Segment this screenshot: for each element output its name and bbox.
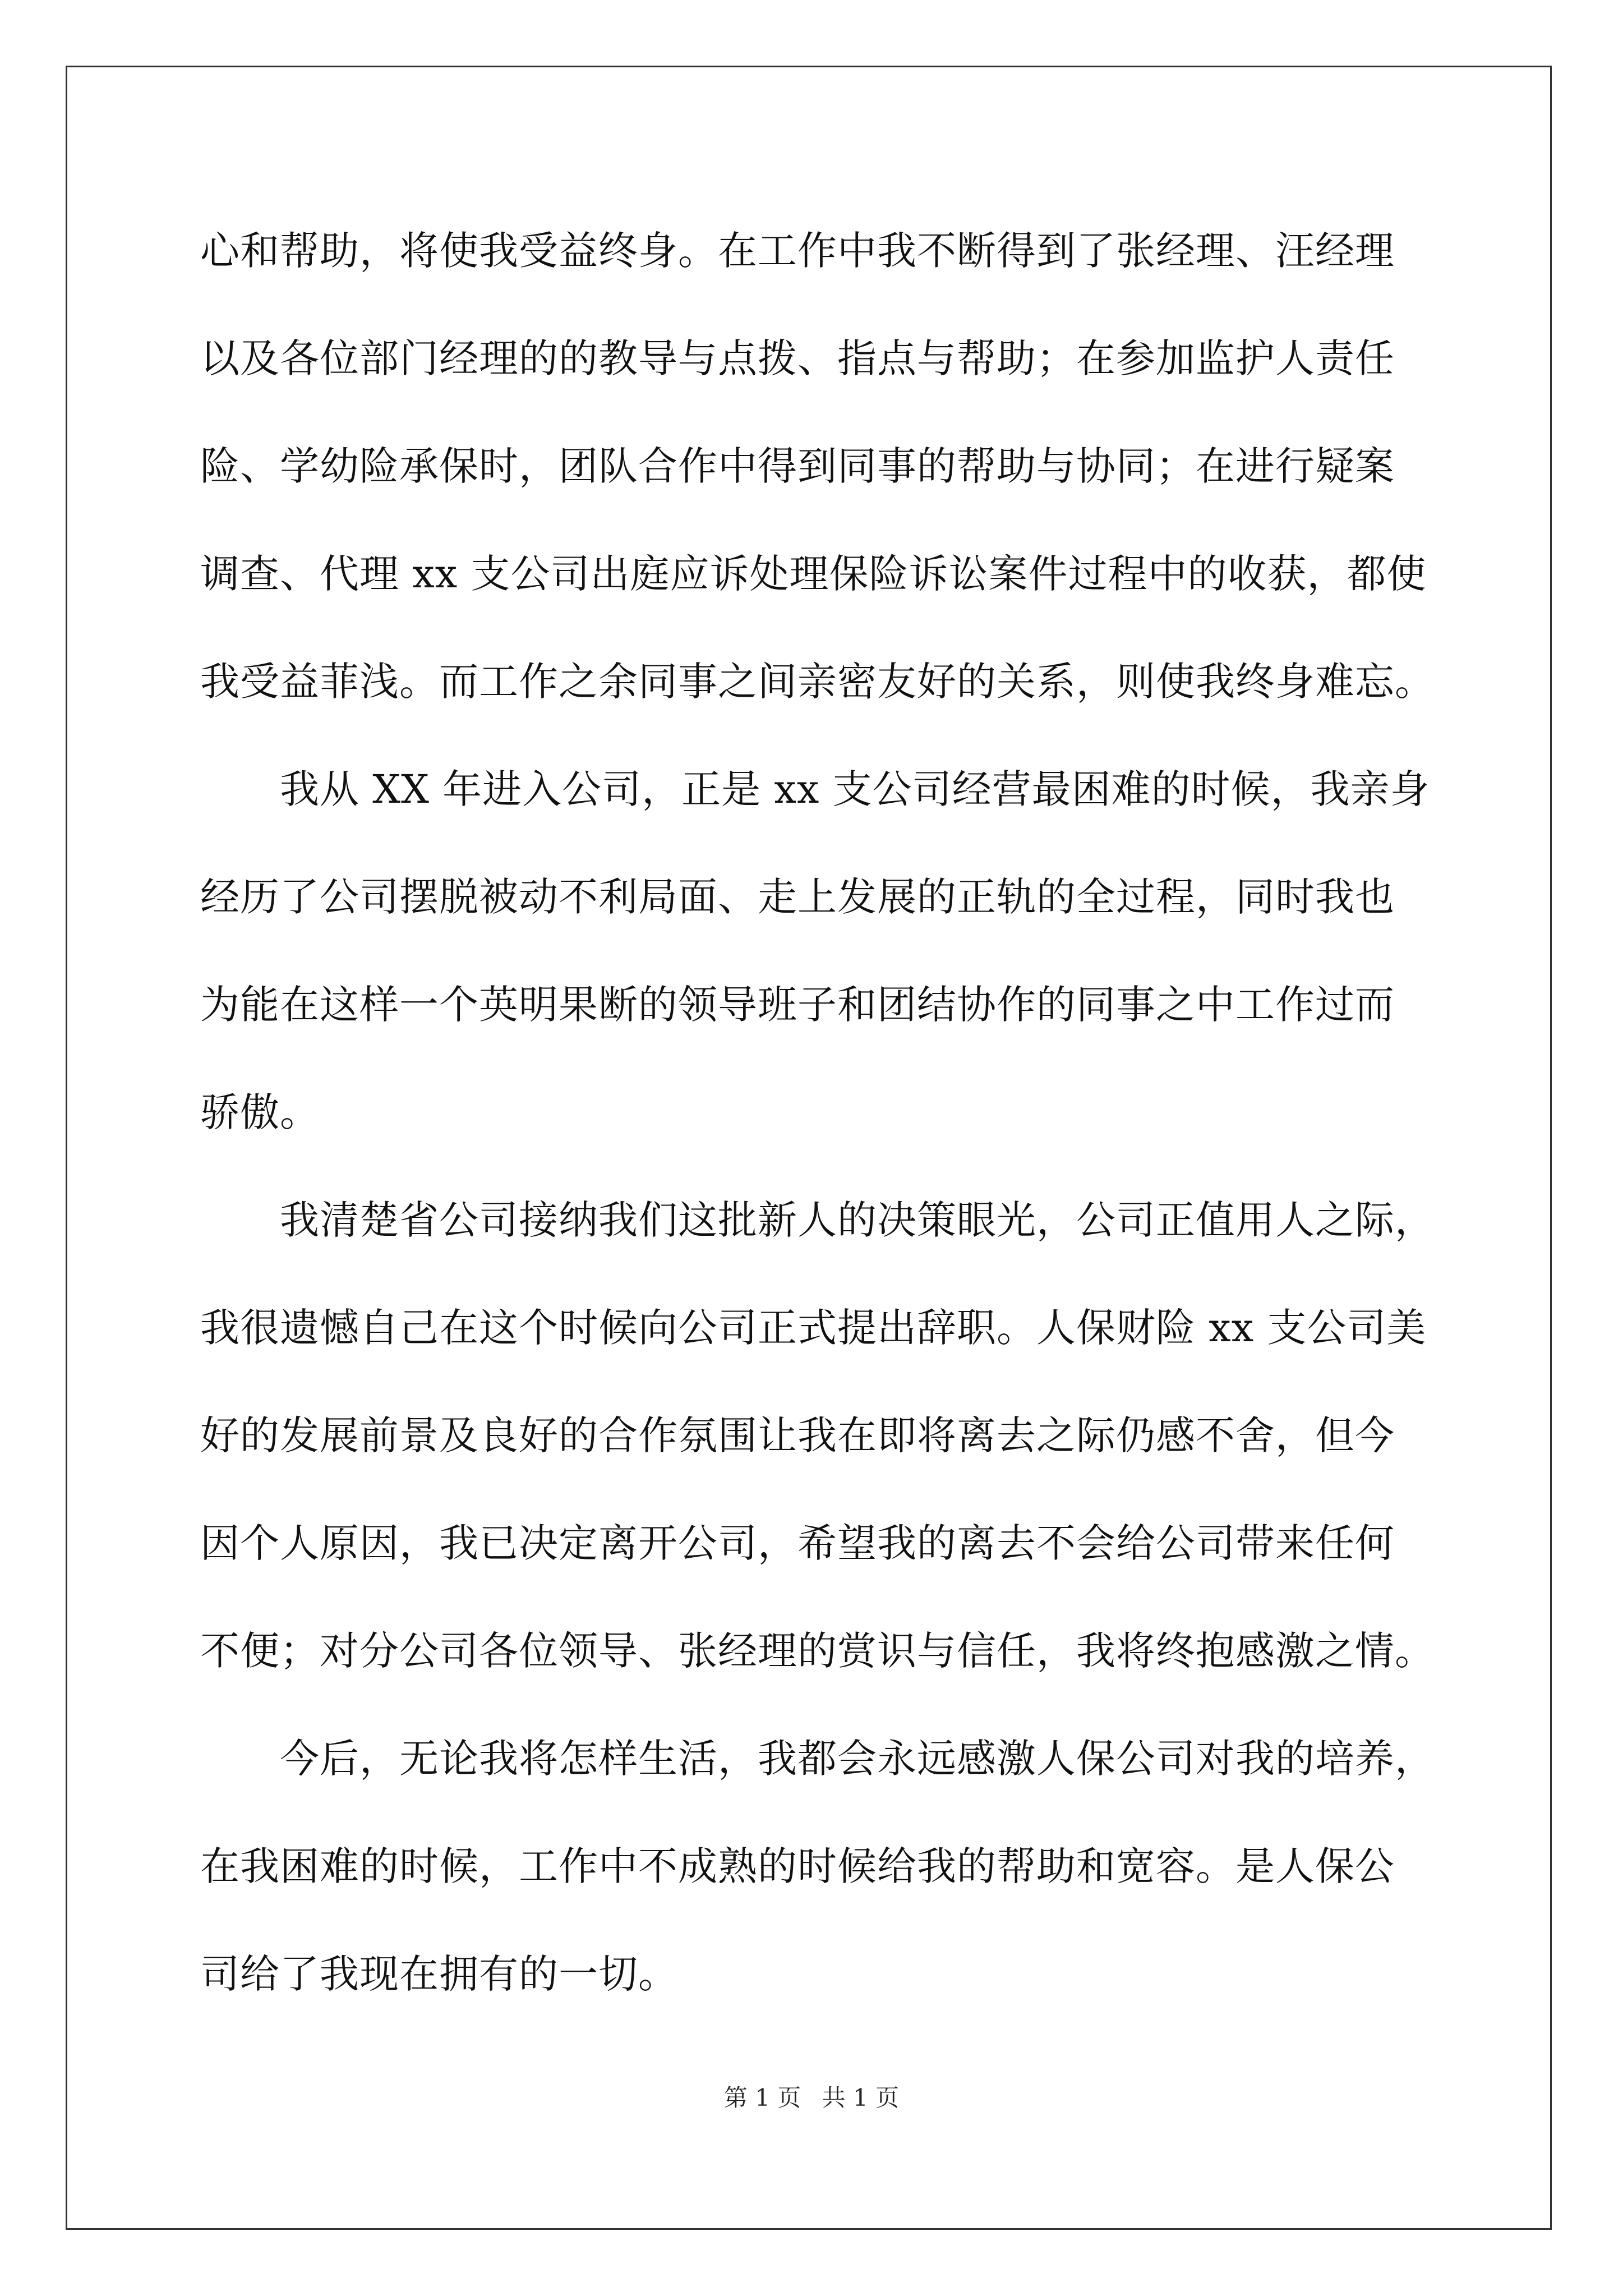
page-footer — [0, 2081, 1623, 2115]
body-line: 今后，无论我将怎样生活，我都会永远感激人保公司对我的培养， — [200, 1736, 1435, 1782]
body-line: 我清楚省公司接纳我们这批新人的决策眼光，公司正值用人之际， — [200, 1197, 1435, 1243]
body-line: 我受益菲浅。而工作之余同事之间亲密友好的关系，则使我终身难忘。 — [200, 659, 1435, 705]
body-line: 司给了我现在拥有的一切。 — [200, 1951, 678, 1997]
body-line: 我从 XX 年进入公司，正是 xx 支公司经营最困难的时候，我亲身 — [200, 766, 1430, 812]
body-line: 因个人原因，我已决定离开公司，希望我的离去不会给公司带来任何 — [200, 1520, 1395, 1566]
body-line: 以及各位部门经理的的教导与点拨、指点与帮助；在参加监护人责任 — [200, 335, 1395, 381]
page-number: 第 1 页 — [723, 2084, 801, 2111]
page-total: 共 1 页 — [822, 2084, 900, 2111]
body-line: 调查、代理 xx 支公司出庭应诉处理保险诉讼案件过程中的收获，都使 — [200, 551, 1427, 597]
body-line: 经历了公司摆脱被动不利局面、走上发展的正轨的全过程，同时我也 — [200, 874, 1395, 920]
body-line: 骄傲。 — [200, 1089, 320, 1135]
body-line: 为能在这样一个英明果断的领导班子和团结协作的同事之中工作过而 — [200, 982, 1395, 1028]
body-line: 心和帮助，将使我受益终身。在工作中我不断得到了张经理、汪经理 — [200, 228, 1395, 274]
body-line: 好的发展前景及良好的合作氛围让我在即将离去之际仍感不舍，但今 — [200, 1412, 1395, 1458]
body-line: 在我困难的时候，工作中不成熟的时候给我的帮助和宽容。是人保公 — [200, 1843, 1395, 1889]
body-line: 不便；对分公司各位领导、张经理的赏识与信任，我将终抱感激之情。 — [200, 1628, 1435, 1674]
body-line: 险、学幼险承保时，团队合作中得到同事的帮助与协同；在进行疑案 — [200, 443, 1395, 489]
body-line: 我很遗憾自己在这个时候向公司正式提出辞职。人保财险 xx 支公司美 — [200, 1305, 1427, 1351]
